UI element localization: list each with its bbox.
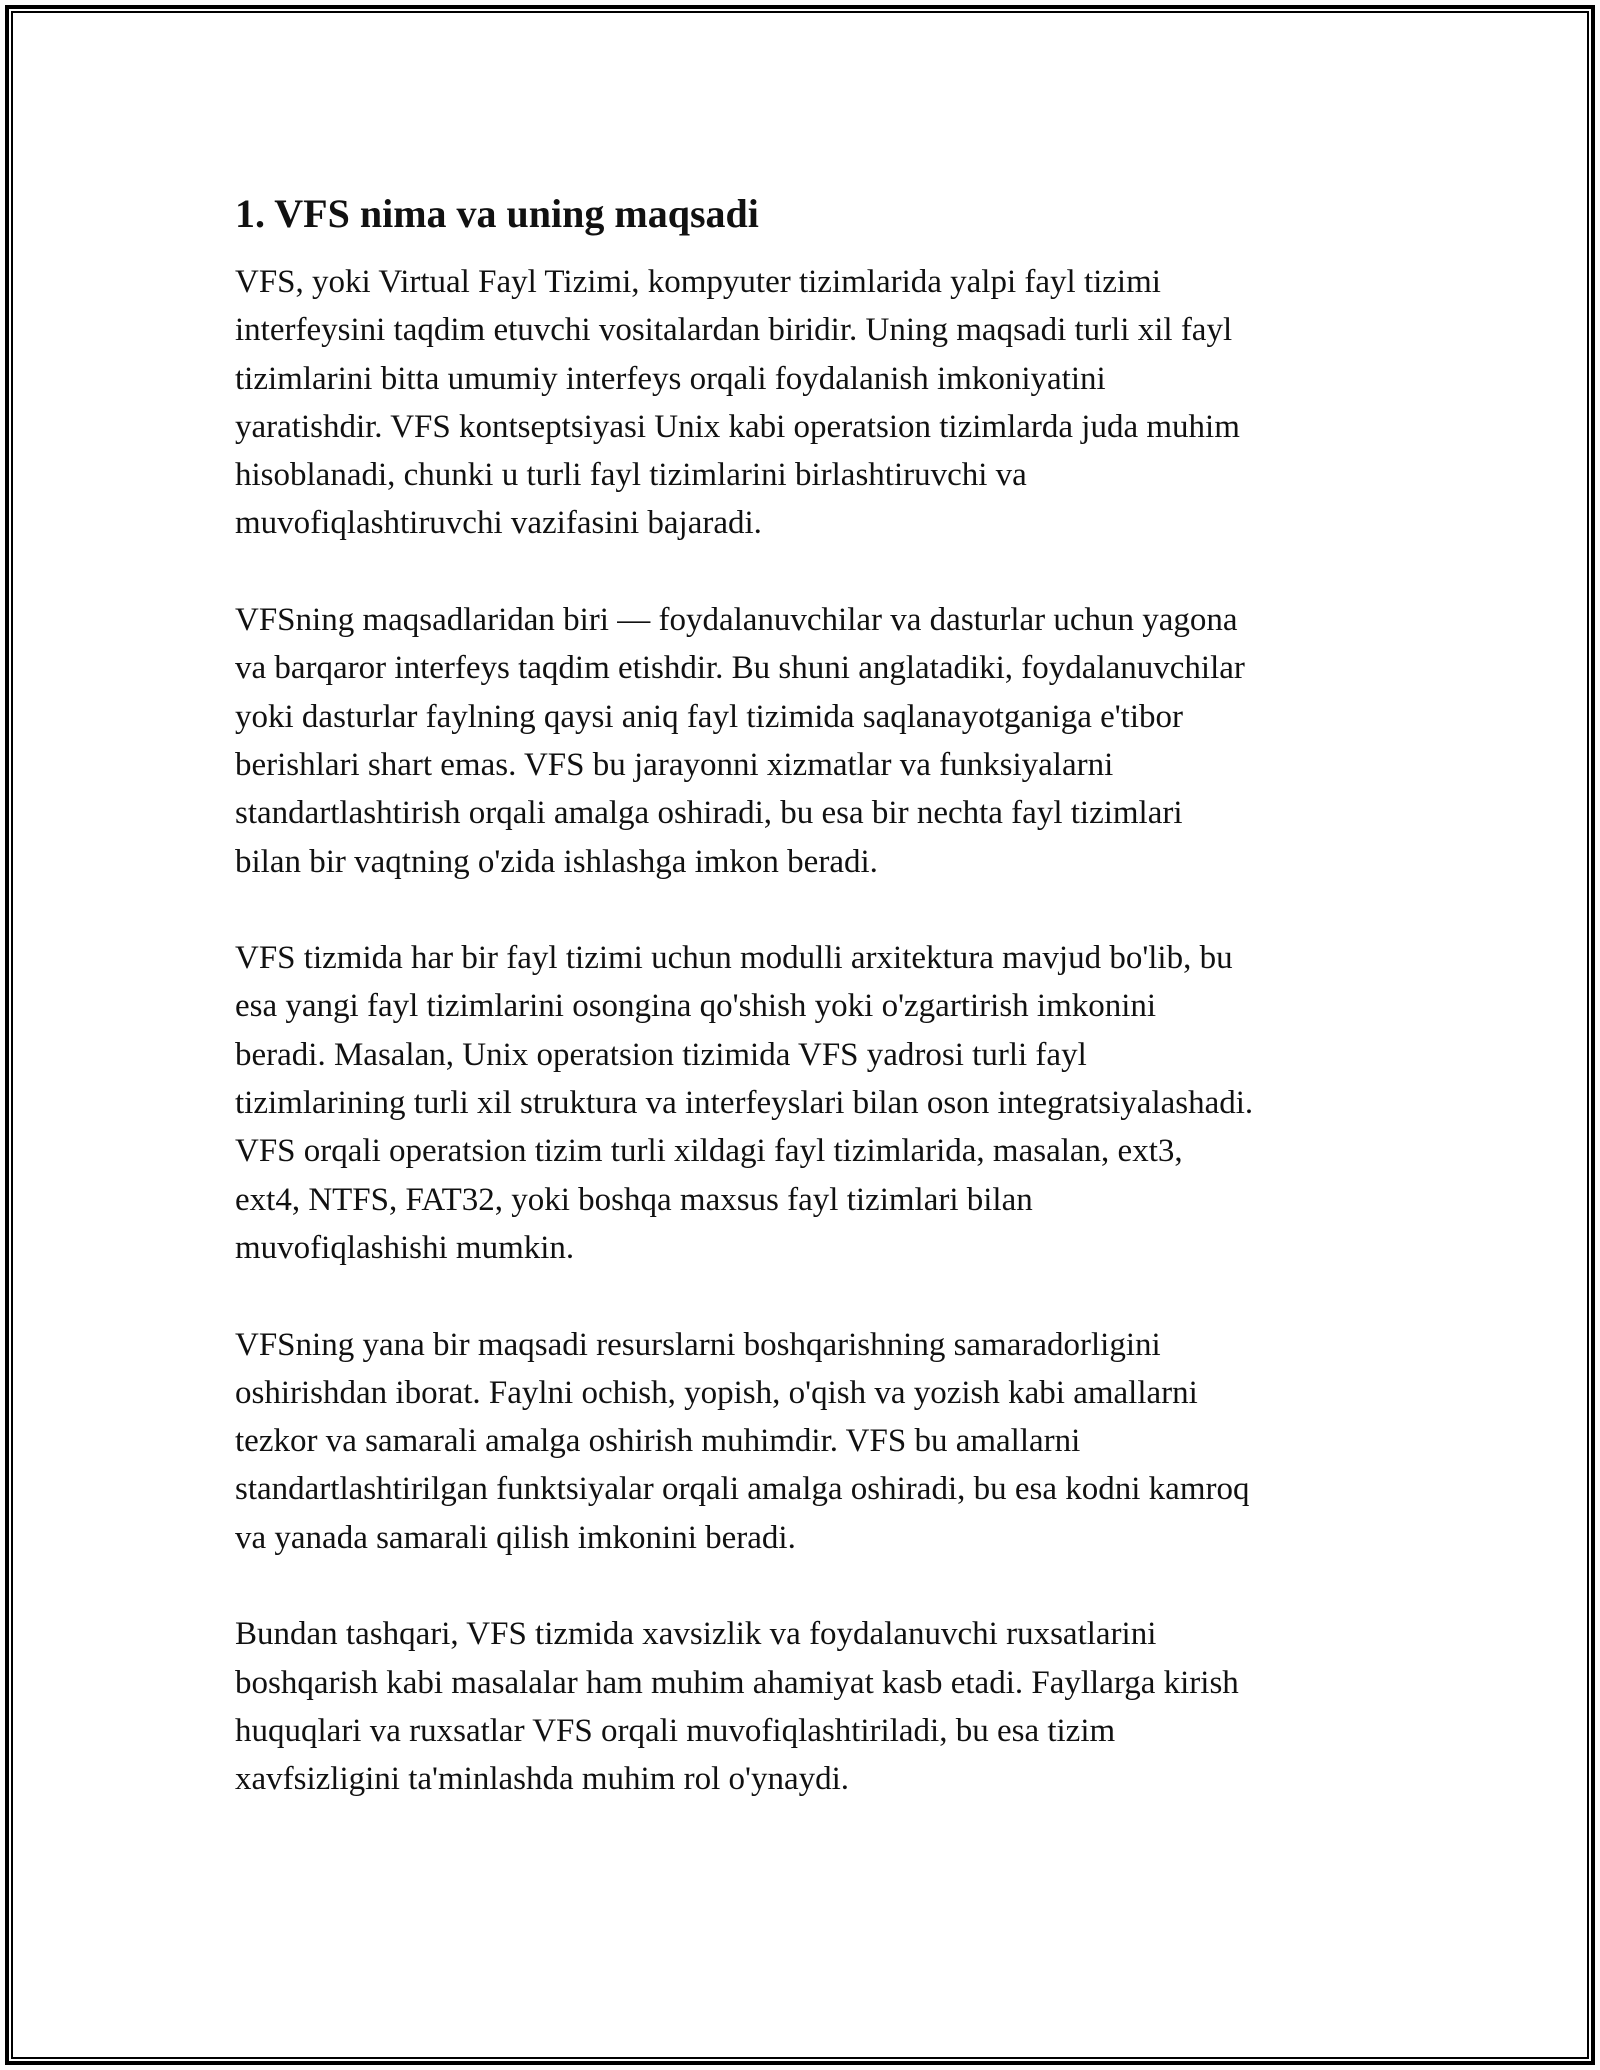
paragraph-vfs-definition: VFS, yoki Virtual Fayl Tizimi, kompyuter tizimlarida yalpi fayl tizimi interfeysini taqdim etuvchi vositalardan biridir. Uning maqsadi turli xil fayl tizimlarini bitta umumiy interfeys orqali foydalanish imkoniyatini yaratishdir. VFS kontseptsiyasi Unix kabi operatsion tizimlarda juda muhim hisoblanadi, chunki u turli fayl tizimlarini birlashtiruvchi va muvofiqlashtiruvchi vazifasini bajaradi. — [235, 264, 1240, 542]
paragraph-unified-interface: VFSning maqsadlaridan biri — foydalanuvchilar va dasturlar uchun yagona va barqaror interfeys taqdim etishdir. Bu shuni anglatadiki, foydalanuvchilar yoki dasturlar faylning qaysi aniq fayl tizimida saqlanayotganiga e'tibor berishlari shart emas. VFS bu jarayonni xizmatlar va funksiyalarni standartlashtirish orqali amalga oshiradi, bu esa bir nechta fayl tizimlari bilan bir vaqtning o'zida ishlashga imkon beradi. — [235, 602, 1245, 880]
section-heading: 1. VFS nima va uning maqsadi — [235, 191, 759, 236]
paragraph-resource-efficiency: VFSning yana bir maqsadi resurslarni boshqarishning samaradorligini oshirishdan iborat. Faylni ochish, yopish, o'qish va yozish kabi amallarni tezkor va samarali amalga oshirish muhimdir. VFS bu amallarni standartlashtirilgan funktsiyalar orqali amalga oshiradi, bu esa kodni kamroq va yanada samarali qilish imkonini beradi. — [235, 1326, 1250, 1556]
paragraph-security-permissions: Bundan tashqari, VFS tizmida xavsizlik va foydalanuvchi ruxsatlarini boshqarish kabi masalalar ham muhim ahamiyat kasb etadi. Fayllarga kirish huquqlari va ruxsatlar VFS orqali muvofiqlashtiriladi, bu esa tizim xavfsizligini ta'minlashda muhim rol o'ynaydi. — [235, 1616, 1239, 1798]
document-body — [235, 186, 1385, 1852]
paragraph-modular-architecture: VFS tizmida har bir fayl tizimi uchun modulli arxitektura mavjud bo'lib, bu esa yangi fayl tizimlarini osongina qo'shish yoki o'zgartirish imkonini beradi. Masalan, Unix operatsion tizimida VFS yadrosi turli fayl tizimlarining turli xil struktura va interfeyslari bilan oson integratsiyalashadi. VFS orqali operatsion tizim turli xildagi fayl tizimlarida, masalan, ext3, ext4, NTFS, FAT32, yoki boshqa maxsus fayl tizimlari bilan muvofiqlashishi mumkin. — [235, 940, 1254, 1266]
